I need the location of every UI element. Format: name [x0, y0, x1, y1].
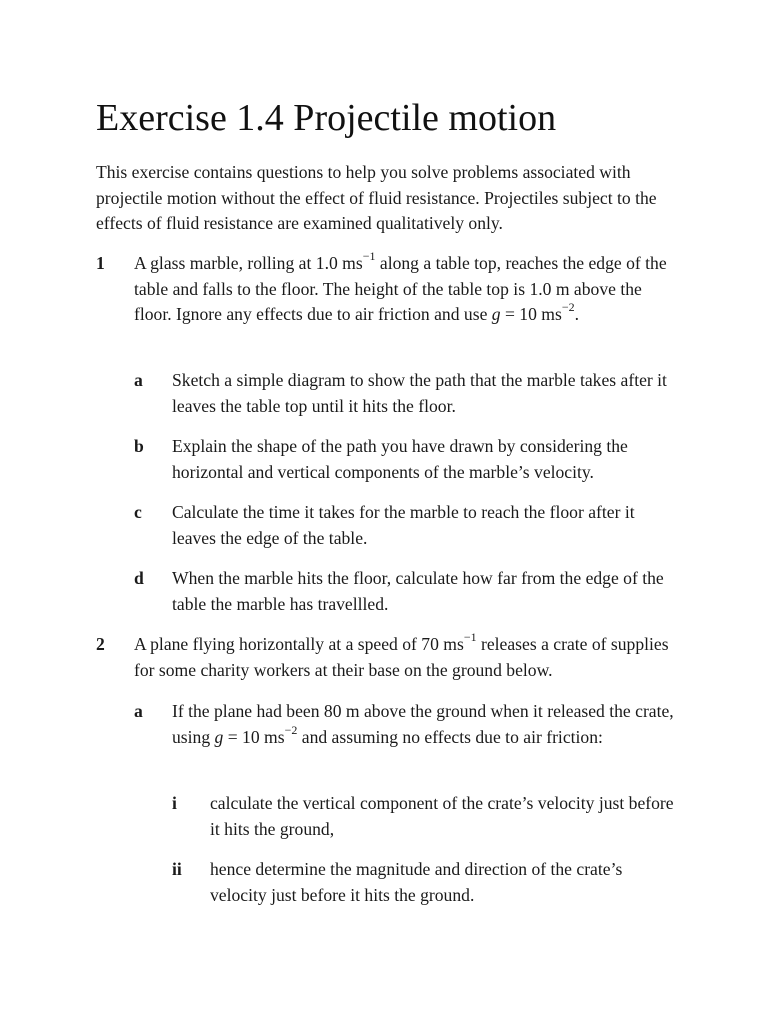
question-1	[96, 251, 676, 328]
text-segment: and assuming no effects due to air friction:	[297, 726, 603, 747]
text-segment: If the plane had been 80 m above the ground when it released the crate, using	[172, 701, 674, 747]
part-label: a	[134, 701, 143, 721]
question-number: 2	[96, 634, 105, 654]
question-2	[96, 632, 676, 683]
question-2-part-a	[134, 699, 676, 750]
page-title: Exercise 1.4 Projectile motion	[96, 97, 557, 139]
question-text	[134, 632, 676, 683]
subpart-text: calculate the vertical component of the crate’s velocity just before it hits the ground,	[210, 793, 674, 839]
text-segment: A plane flying horizontally at a speed of 70 ms	[134, 634, 464, 654]
question-1-part-d	[134, 566, 676, 617]
text-segment: A glass marble, rolling at 1.0 ms	[134, 253, 363, 273]
text-segment: .	[574, 304, 580, 324]
variable-g: g	[214, 726, 224, 747]
question-2-part-a-ii	[172, 857, 676, 908]
part-label: b	[134, 436, 144, 456]
subpart-label: i	[172, 793, 177, 813]
question-1-part-c	[134, 500, 676, 551]
part-text: Explain the shape of the path you have drawn by considering the horizontal and vertical components of the marble’s velocity.	[172, 436, 628, 482]
part-text: Calculate the time it takes for the marble to reach the floor after it leaves the edge of the table.	[172, 502, 635, 548]
variable-g: g	[491, 304, 501, 324]
part-label: a	[134, 370, 143, 390]
superscript: −1	[463, 630, 477, 645]
text-segment: = 10 ms	[223, 726, 285, 747]
superscript: −2	[284, 722, 298, 737]
text-segment: releases a crate of supplies for some charity workers at their base on the ground below.	[134, 634, 669, 680]
intro-paragraph: This exercise contains questions to help you solve problems associated with projectile motion without the effect of fluid resistance. Projectiles subject to the effects of fluid resistance are examined qualitatively only.	[96, 162, 657, 233]
part-label: c	[134, 502, 142, 522]
part-text: When the marble hits the floor, calculate how far from the edge of the table the marble has travellled.	[172, 568, 664, 614]
text-segment: along a table top, reaches the edge of the table and falls to the floor. The height of the table top is 1.0 m above the floor. Ignore any effects due to air friction and use	[134, 253, 667, 324]
superscript: −2	[561, 300, 575, 315]
question-number: 1	[96, 253, 105, 273]
subpart-label: ii	[172, 859, 182, 879]
question-1-part-a	[134, 368, 676, 419]
text-segment: = 10 ms	[500, 304, 562, 324]
part-text: Sketch a simple diagram to show the path that the marble takes after it leaves the table top until it hits the floor.	[172, 370, 667, 416]
part-text	[172, 699, 676, 750]
question-2-part-a-i	[172, 791, 676, 842]
subpart-text: hence determine the magnitude and direction of the crate’s velocity just before it hits the ground.	[210, 859, 623, 905]
superscript: −1	[362, 249, 376, 264]
part-label: d	[134, 568, 144, 588]
question-text	[134, 251, 676, 328]
question-1-part-b	[134, 434, 676, 485]
